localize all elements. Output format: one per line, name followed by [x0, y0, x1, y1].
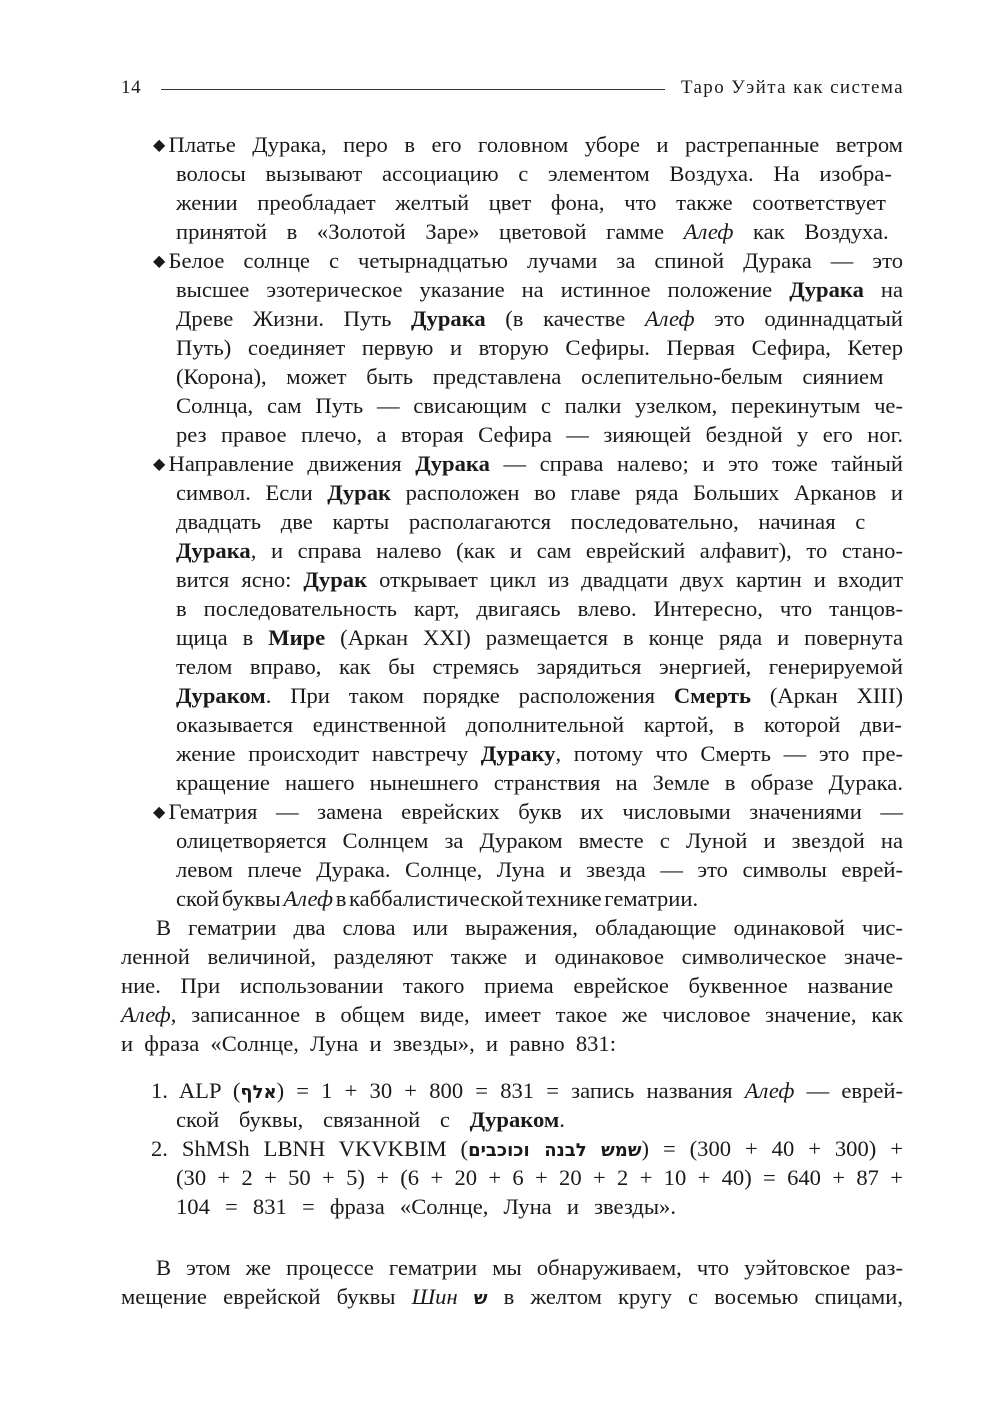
text-run: (30 + 2 + 50 + 5) + (6 + 20 + 6 + 20 + 2 + 10 + 40) = 640 + 87 +: [176, 1165, 903, 1190]
text-line: [151, 1136, 903, 1164]
text-line: [176, 683, 903, 709]
text-run: это одиннадцатый: [694, 306, 903, 331]
text-run: . При таком порядке расположения: [265, 683, 674, 708]
text-run: , потому что Смерть — это пре-: [555, 741, 903, 766]
text-run: ) = (300 + 40 + 300) +: [641, 1136, 903, 1161]
text-line: [176, 364, 883, 390]
text-run: в желтом кругу с восемью спицами,: [487, 1284, 903, 1309]
text-line: [121, 1031, 616, 1057]
text-line: [176, 161, 892, 187]
bold-term: Дурака: [176, 538, 251, 563]
text-line: [176, 190, 886, 216]
italic-term: Алеф: [683, 219, 734, 244]
text-line: [176, 567, 903, 593]
text-line: [176, 277, 903, 303]
text-run: Солнца, сам Путь — свисающим с палки узелком, перекинутым че-: [176, 393, 903, 418]
text-run: [458, 1284, 474, 1309]
italic-term: Алеф: [283, 886, 334, 911]
text-line: [176, 770, 903, 796]
text-run: в последовательность карт, двигаясь влево. Интересно, что танцов-: [176, 596, 903, 621]
page-number: 14: [121, 77, 142, 98]
bold-term: Дурак: [327, 480, 392, 505]
bold-term: Смерть: [673, 683, 751, 708]
italic-term: Шин: [411, 1284, 458, 1309]
text-run: Путь) соединяет первую и вторую Сефиры. Первая Сефира, Кетер: [176, 335, 903, 360]
bullet-icon: ◆: [153, 137, 169, 154]
bullet-icon: ◆: [153, 804, 169, 821]
text-line: [153, 248, 903, 277]
text-run: и фраза «Солнце, Луна и звезды», и равно 831:: [121, 1031, 616, 1056]
bold-term: Дураку: [480, 741, 556, 766]
text-run: открывает цикл из двадцати двух картин и входит: [367, 567, 903, 592]
italic-term: Алеф: [644, 306, 695, 331]
text-line: [176, 480, 903, 506]
text-line: [176, 654, 903, 680]
text-run: Гематрия — замена еврейских букв их числовыми значениями —: [168, 799, 903, 824]
text-run: .: [559, 1107, 565, 1132]
text-line: [176, 886, 698, 912]
hebrew-text: ש: [473, 1288, 488, 1309]
text-run: вится ясно:: [176, 567, 304, 592]
italic-term: Алеф: [744, 1078, 795, 1103]
text-run: жении преобладает желтый цвет фона, что также соответствует: [176, 190, 886, 215]
bold-term: Дурака: [789, 277, 864, 302]
bold-term: Мире: [268, 625, 326, 650]
text-line: [176, 828, 903, 854]
text-line: [176, 538, 903, 564]
bold-term: Дурак: [303, 567, 368, 592]
hebrew-text: שמש לבנה וכוכבים: [468, 1140, 642, 1161]
text-line: [151, 1078, 903, 1106]
text-line: [121, 1002, 903, 1028]
text-run: олицетворяется Солнцем за Дураком вместе с Луной и звездой на: [176, 828, 903, 853]
text-line: [176, 1194, 676, 1220]
text-run: Белое солнце с четырнадцатью лучами за спиной Дурака — это: [168, 248, 903, 273]
text-run: В гематрии два слова или выражения, обладающие одинаковой чис-: [156, 915, 903, 940]
text-run: мещение еврейской буквы: [121, 1284, 412, 1309]
text-run: — еврей-: [794, 1078, 904, 1103]
text-line: [121, 1284, 903, 1312]
hebrew-text: אלף: [240, 1082, 277, 1103]
text-line: [176, 857, 903, 883]
text-run: 104 = 831 = фраза «Солнце, Луна и звезды».: [176, 1194, 676, 1219]
text-run: (Аркан XXI) размещается в конце ряда и повернута: [325, 625, 904, 650]
text-line: [176, 712, 902, 738]
text-line: [153, 132, 903, 161]
text-run: , и справа налево (как и сам еврейский алфавит), то стано-: [250, 538, 903, 563]
text-line: [153, 451, 903, 480]
text-run: 1. ALP (: [151, 1078, 241, 1103]
text-run: двадцать две карты располагаются последовательно, начиная с: [176, 509, 866, 534]
text-run: символ. Если: [176, 480, 328, 505]
bullet-icon: ◆: [153, 456, 169, 473]
text-run: расположен во главе ряда Больших Арканов и: [391, 480, 903, 505]
text-run: в каббалистической технике гематрии.: [333, 886, 699, 911]
text-run: Древе Жизни. Путь: [176, 306, 411, 331]
bold-term: Дурака: [410, 306, 486, 331]
bullet-icon: ◆: [153, 253, 169, 270]
text-run: кращение нашего нынешнего странствия на Земле в образе Дурака.: [176, 770, 903, 795]
text-line: [176, 335, 903, 361]
text-line: [156, 1255, 903, 1281]
text-line: [156, 915, 903, 941]
text-run: ской буквы, связанной с: [176, 1107, 470, 1132]
text-line: [121, 944, 903, 970]
italic-term: Алеф: [121, 1002, 171, 1027]
text-line: [176, 1107, 565, 1133]
text-run: ленной величиной, разделяют также и одинаковое символическое значе-: [121, 944, 903, 969]
text-line: [153, 799, 903, 828]
text-line: [176, 741, 903, 767]
text-run: на: [863, 277, 903, 302]
text-run: 2. ShMSh LBNH VKVKBIM (: [151, 1136, 469, 1161]
text-run: высшее эзотерическое указание на истинное положение: [176, 277, 790, 302]
text-run: ской буквы: [176, 886, 284, 911]
text-run: , записанное в общем виде, имеет такое же числовое значение, как: [170, 1002, 903, 1027]
text-run: (Корона), может быть представлена ослепительно-белым сиянием: [176, 364, 884, 389]
text-run: ) = 1 + 30 + 800 = 831 = запись названия: [276, 1078, 745, 1103]
text-run: В этом же процессе гематрии мы обнаруживаем, что уэйтовское раз-: [156, 1255, 903, 1280]
text-run: рез правое плечо, а вторая Сефира — зияющей бездной у его ног.: [176, 422, 903, 447]
text-line: [176, 219, 889, 245]
text-run: телом вправо, как бы стремясь зарядиться энергией, генерируемой: [176, 654, 903, 679]
text-line: [176, 596, 903, 622]
text-run: — справа налево; и это тоже тайный: [489, 451, 903, 476]
text-line: [176, 625, 903, 651]
text-line: [176, 306, 903, 332]
text-line: [176, 509, 865, 535]
text-run: жение происходит навстречу: [176, 741, 481, 766]
text-run: принятой в «Золотой Заре» цветовой гамме: [176, 219, 684, 244]
bold-term: Дураком: [469, 1107, 560, 1132]
text-run: (в качестве: [485, 306, 645, 331]
text-line: [176, 393, 903, 419]
text-run: ние. При использовании такого приема еврейское буквенное название: [121, 973, 894, 998]
text-run: Направление движения: [168, 451, 416, 476]
text-line: [121, 973, 893, 999]
text-run: Платье Дурака, перо в его головном уборе и растрепанные ветром: [168, 132, 903, 157]
text-run: левом плече Дурака. Солнце, Луна и звезда — это символы еврей-: [176, 857, 903, 882]
text-run: как Воздуха.: [733, 219, 889, 244]
running-title: Таро Уэйта как система: [680, 77, 904, 98]
text-run: волосы вызывают ассоциацию с элементом Воздуха. На изобра-: [176, 161, 892, 186]
bold-term: Дурака: [415, 451, 490, 476]
text-run: оказывается единственной дополнительной картой, в которой дви-: [176, 712, 902, 737]
text-line: [176, 422, 903, 448]
bold-term: Дураком: [176, 683, 266, 708]
text-run: щица в: [176, 625, 269, 650]
text-line: [176, 1165, 903, 1191]
text-run: (Аркан XIII): [750, 683, 903, 708]
